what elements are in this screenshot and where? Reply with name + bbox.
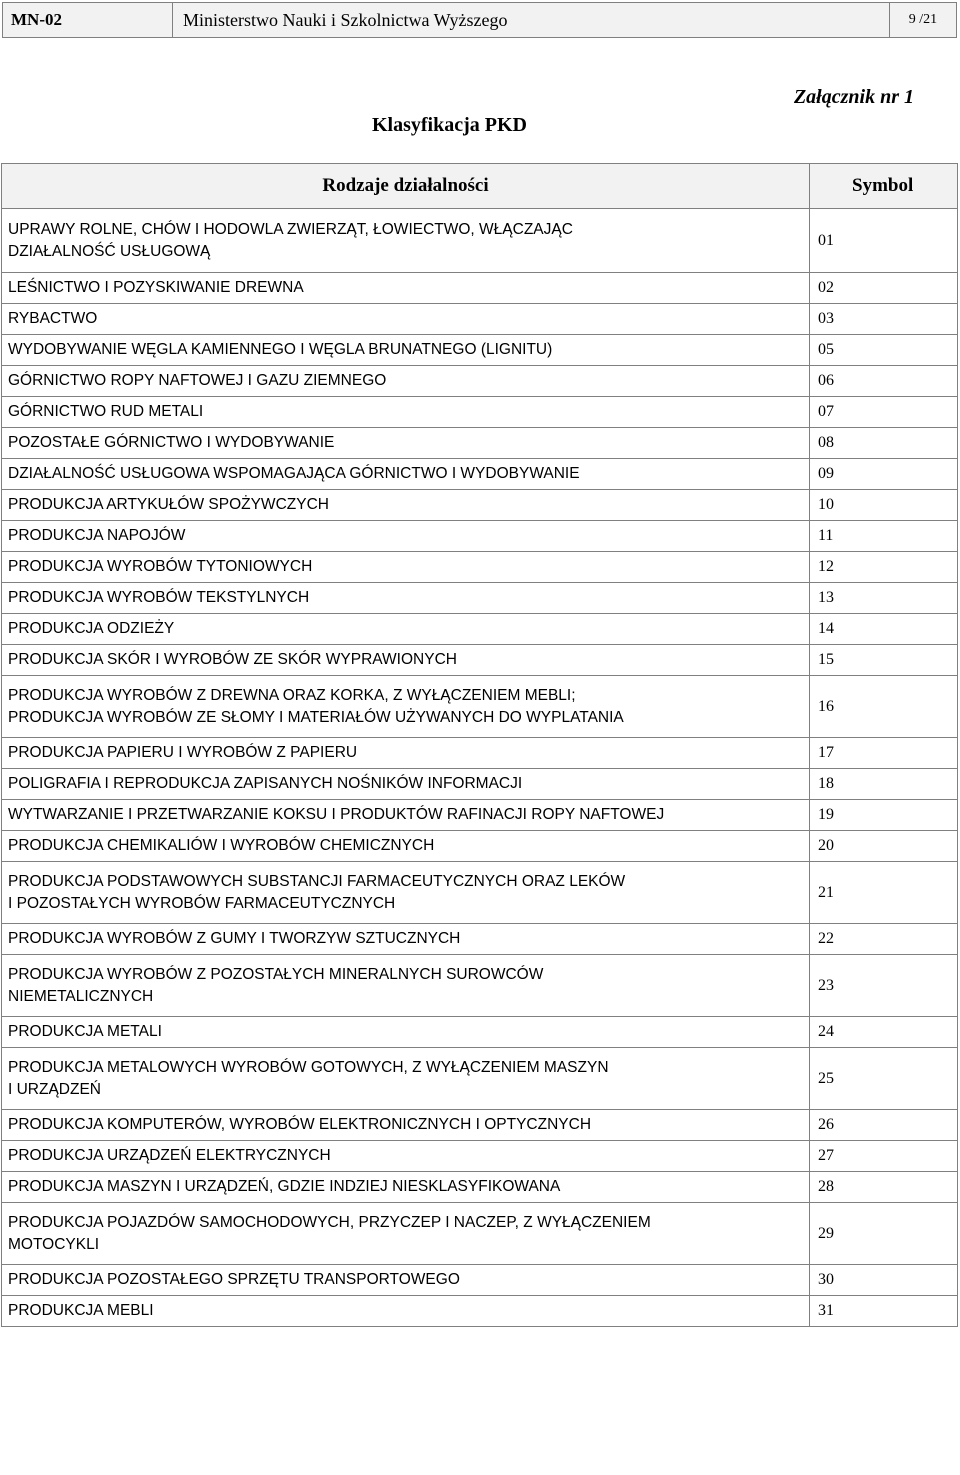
table-row bbox=[2, 862, 958, 924]
table-row bbox=[2, 1265, 958, 1296]
document-title: Klasyfikacja PKD bbox=[372, 114, 527, 136]
activity-name: DZIAŁALNOŚĆ USŁUGOWA WSPOMAGAJĄCA GÓRNICTWO I WYDOBYWANIE bbox=[2, 459, 810, 490]
table-row bbox=[2, 1172, 958, 1203]
activity-symbol: 31 bbox=[810, 1296, 958, 1327]
activity-symbol: 05 bbox=[810, 335, 958, 366]
activity-name: PRODUKCJA WYROBÓW Z GUMY I TWORZYW SZTUCZNYCH bbox=[2, 924, 810, 955]
activity-name: PRODUKCJA METALI bbox=[2, 1017, 810, 1048]
activity-name: PRODUKCJA METALOWYCH WYROBÓW GOTOWYCH, Z WYŁĄCZENIEM MASZYN I URZĄDZEŃ bbox=[2, 1048, 810, 1110]
activity-symbol: 07 bbox=[810, 397, 958, 428]
document-code: MN-02 bbox=[3, 3, 173, 37]
table-row bbox=[2, 614, 958, 645]
table-row bbox=[2, 645, 958, 676]
activity-name: PRODUKCJA KOMPUTERÓW, WYROBÓW ELEKTRONICZNYCH I OPTYCZNYCH bbox=[2, 1110, 810, 1141]
activity-symbol: 22 bbox=[810, 924, 958, 955]
activity-name: GÓRNICTWO RUD METALI bbox=[2, 397, 810, 428]
activity-symbol: 19 bbox=[810, 800, 958, 831]
activity-symbol: 02 bbox=[810, 273, 958, 304]
activity-name: PRODUKCJA MEBLI bbox=[2, 1296, 810, 1327]
activity-symbol: 06 bbox=[810, 366, 958, 397]
activity-symbol: 10 bbox=[810, 490, 958, 521]
table-row bbox=[2, 1017, 958, 1048]
table-row bbox=[2, 800, 958, 831]
activity-symbol: 25 bbox=[810, 1048, 958, 1110]
activity-symbol: 24 bbox=[810, 1017, 958, 1048]
activity-name: PRODUKCJA ODZIEŻY bbox=[2, 614, 810, 645]
activity-name: PRODUKCJA PAPIERU I WYROBÓW Z PAPIERU bbox=[2, 738, 810, 769]
table-row bbox=[2, 583, 958, 614]
activity-symbol: 28 bbox=[810, 1172, 958, 1203]
activity-symbol: 18 bbox=[810, 769, 958, 800]
activity-name: GÓRNICTWO ROPY NAFTOWEJ I GAZU ZIEMNEGO bbox=[2, 366, 810, 397]
activity-symbol: 20 bbox=[810, 831, 958, 862]
activity-name: PRODUKCJA WYROBÓW TYTONIOWYCH bbox=[2, 552, 810, 583]
activity-symbol: 26 bbox=[810, 1110, 958, 1141]
activity-name: POLIGRAFIA I REPRODUKCJA ZAPISANYCH NOŚNIKÓW INFORMACJI bbox=[2, 769, 810, 800]
document-header-bar bbox=[2, 2, 957, 38]
activity-name: PRODUKCJA PODSTAWOWYCH SUBSTANCJI FARMACEUTYCZNYCH ORAZ LEKÓW I POZOSTAŁYCH WYROBÓW FARMACEUTYCZNYCH bbox=[2, 862, 810, 924]
annex-label: Załącznik nr 1 bbox=[793, 86, 914, 108]
table-row bbox=[2, 521, 958, 552]
activity-name: PRODUKCJA WYROBÓW Z DREWNA ORAZ KORKA, Z WYŁĄCZENIEM MEBLI; PRODUKCJA WYROBÓW ZE SŁOMY I MATERIAŁÓW UŻYWANYCH DO WYPLATANIA bbox=[2, 676, 810, 738]
activity-symbol: 30 bbox=[810, 1265, 958, 1296]
activity-name: UPRAWY ROLNE, CHÓW I HODOWLA ZWIERZĄT, ŁOWIECTWO, WŁĄCZAJĄC DZIAŁALNOŚĆ USŁUGOWĄ bbox=[2, 209, 810, 273]
table-row bbox=[2, 304, 958, 335]
table-row bbox=[2, 335, 958, 366]
activity-name: PRODUKCJA POJAZDÓW SAMOCHODOWYCH, PRZYCZEP I NACZEP, Z WYŁĄCZENIEM MOTOCYKLI bbox=[2, 1203, 810, 1265]
table-row bbox=[2, 1296, 958, 1327]
activity-name: PRODUKCJA URZĄDZEŃ ELEKTRYCZNYCH bbox=[2, 1141, 810, 1172]
activity-name: PRODUKCJA WYROBÓW TEKSTYLNYCH bbox=[2, 583, 810, 614]
activity-symbol: 01 bbox=[810, 209, 958, 273]
activity-name: PRODUKCJA CHEMIKALIÓW I WYROBÓW CHEMICZNYCH bbox=[2, 831, 810, 862]
table-row bbox=[2, 366, 958, 397]
column-header-symbol: Symbol bbox=[810, 164, 958, 209]
table-row bbox=[2, 1110, 958, 1141]
table-row bbox=[2, 397, 958, 428]
activity-name: WYDOBYWANIE WĘGLA KAMIENNEGO I WĘGLA BRUNATNEGO (LIGNITU) bbox=[2, 335, 810, 366]
activity-name: PRODUKCJA POZOSTAŁEGO SPRZĘTU TRANSPORTOWEGO bbox=[2, 1265, 810, 1296]
activity-name: WYTWARZANIE I PRZETWARZANIE KOKSU I PRODUKTÓW RAFINACJI ROPY NAFTOWEJ bbox=[2, 800, 810, 831]
table-row bbox=[2, 924, 958, 955]
activity-symbol: 12 bbox=[810, 552, 958, 583]
table-row bbox=[2, 273, 958, 304]
table-row bbox=[2, 1048, 958, 1110]
activity-name: PRODUKCJA ARTYKUŁÓW SPOŻYWCZYCH bbox=[2, 490, 810, 521]
page-number: 9 /21 bbox=[908, 12, 938, 27]
activity-symbol: 23 bbox=[810, 955, 958, 1017]
activity-symbol: 09 bbox=[810, 459, 958, 490]
activity-symbol: 16 bbox=[810, 676, 958, 738]
table-body bbox=[2, 209, 958, 1327]
activity-symbol: 03 bbox=[810, 304, 958, 335]
table-header-row bbox=[2, 164, 958, 209]
table-row bbox=[2, 1203, 958, 1265]
table-row bbox=[2, 676, 958, 738]
table-row bbox=[2, 831, 958, 862]
activity-name: PRODUKCJA WYROBÓW Z POZOSTAŁYCH MINERALNYCH SUROWCÓW NIEMETALICZNYCH bbox=[2, 955, 810, 1017]
activity-symbol: 15 bbox=[810, 645, 958, 676]
activity-symbol: 21 bbox=[810, 862, 958, 924]
activity-symbol: 14 bbox=[810, 614, 958, 645]
activity-name: PRODUKCJA MASZYN I URZĄDZEŃ, GDZIE INDZIEJ NIESKLASYFIKOWANA bbox=[2, 1172, 810, 1203]
table-row bbox=[2, 490, 958, 521]
activity-name: LEŚNICTWO I POZYSKIWANIE DREWNA bbox=[2, 273, 810, 304]
table-row bbox=[2, 1141, 958, 1172]
activity-name: POZOSTAŁE GÓRNICTWO I WYDOBYWANIE bbox=[2, 428, 810, 459]
activity-symbol: 11 bbox=[810, 521, 958, 552]
activity-symbol: 27 bbox=[810, 1141, 958, 1172]
activity-name: PRODUKCJA NAPOJÓW bbox=[2, 521, 810, 552]
table-row bbox=[2, 209, 958, 273]
table-row bbox=[2, 769, 958, 800]
activity-name: PRODUKCJA SKÓR I WYROBÓW ZE SKÓR WYPRAWIONYCH bbox=[2, 645, 810, 676]
activity-symbol: 08 bbox=[810, 428, 958, 459]
table-row bbox=[2, 955, 958, 1017]
ministry-name: Ministerstwo Nauki i Szkolnictwa Wyższego bbox=[173, 3, 890, 37]
table-row bbox=[2, 428, 958, 459]
pkd-table bbox=[1, 163, 958, 1327]
activity-symbol: 29 bbox=[810, 1203, 958, 1265]
activity-name: RYBACTWO bbox=[2, 304, 810, 335]
activity-symbol: 13 bbox=[810, 583, 958, 614]
column-header-activity: Rodzaje działalności bbox=[2, 164, 810, 209]
table-row bbox=[2, 738, 958, 769]
table-row bbox=[2, 459, 958, 490]
activity-symbol: 17 bbox=[810, 738, 958, 769]
table-row bbox=[2, 552, 958, 583]
